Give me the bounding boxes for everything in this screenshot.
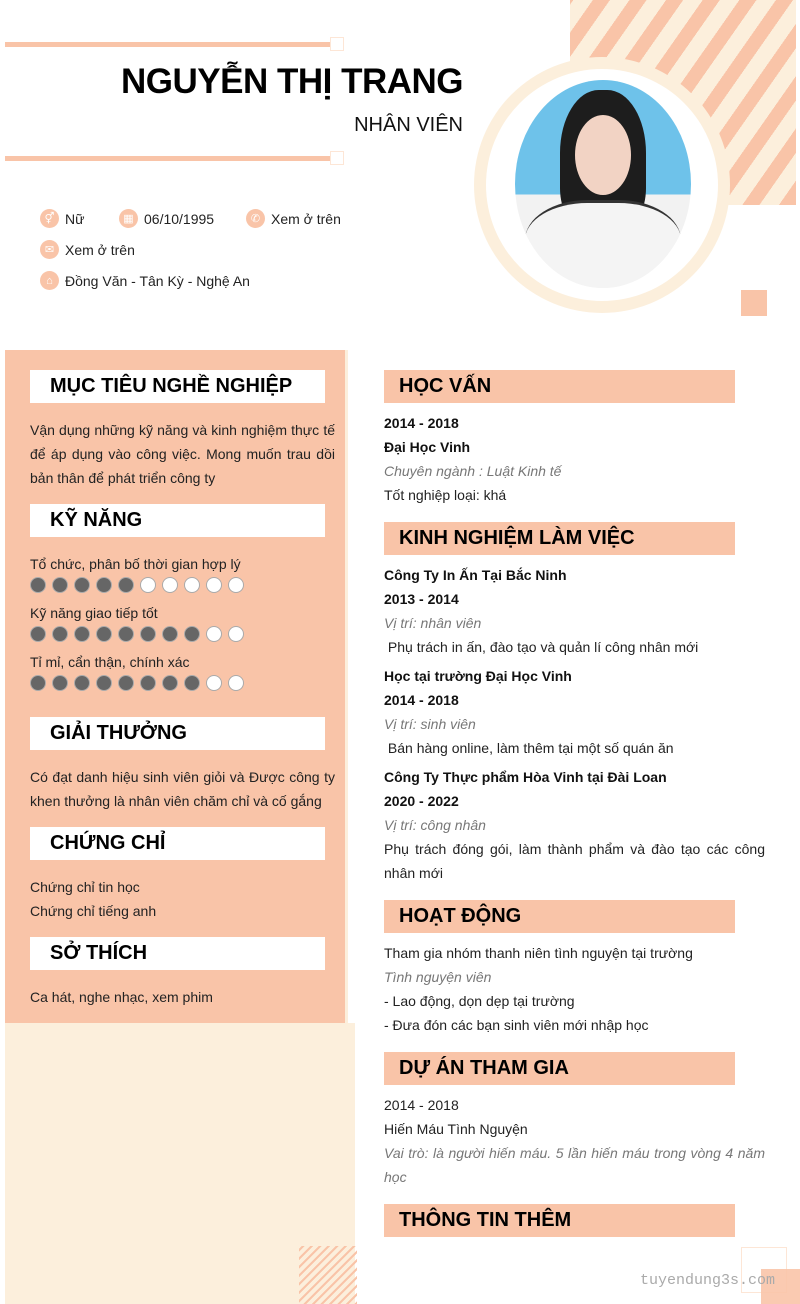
photo-face xyxy=(575,115,631,195)
rating-dot-empty xyxy=(206,675,222,691)
company: Công Ty In Ấn Tại Bắc Ninh xyxy=(384,567,567,583)
certs-list xyxy=(30,875,156,923)
projects-section xyxy=(384,1093,765,1189)
rating-dot-filled xyxy=(162,675,178,691)
home-icon: ⌂ xyxy=(40,271,59,290)
gender-icon: ⚥ xyxy=(40,209,59,228)
certs-heading: CHỨNG CHỈ xyxy=(30,827,325,860)
experience-section xyxy=(384,563,765,885)
awards-heading: GIẢI THƯỞNG xyxy=(30,717,325,750)
description: Phụ trách đóng gói, làm thành phẩm và đào tạo các công nhân mới xyxy=(384,841,765,881)
education-school: Đại Học Vinh xyxy=(384,439,471,455)
calendar-icon: ▦ xyxy=(119,209,138,228)
rating-dot-filled xyxy=(52,577,68,593)
rating-dot-empty xyxy=(206,626,222,642)
years: 2014 - 2018 xyxy=(384,692,459,708)
hatch-decoration xyxy=(299,1246,357,1304)
rating-dot-empty xyxy=(162,577,178,593)
rating-dot-filled xyxy=(74,577,90,593)
gender-value: Nữ xyxy=(65,210,85,227)
experience-heading: KINH NGHIỆM LÀM VIỆC xyxy=(384,522,735,555)
experience-item xyxy=(384,563,765,659)
activity-role: Tình nguyện viên xyxy=(384,969,492,985)
company: Công Ty Thực phẩm Hòa Vinh tại Đài Loan xyxy=(384,769,667,785)
gender-info xyxy=(40,209,84,228)
years: 2020 - 2022 xyxy=(384,793,459,809)
skill-label: Kỹ năng giao tiếp tốt xyxy=(30,605,158,621)
hobbies-text: Ca hát, nghe nhạc, xem phim xyxy=(30,989,213,1005)
education-years: 2014 - 2018 xyxy=(384,415,459,431)
awards-text: Có đạt danh hiệu sinh viên giỏi và Được công ty khen thưởng là nhân viên chăm chỉ và cố gắng xyxy=(30,769,335,809)
phone-info xyxy=(246,209,341,228)
profile-photo xyxy=(515,80,691,288)
rating-dot-filled xyxy=(96,577,112,593)
company: Học tại trường Đại Học Vinh xyxy=(384,668,572,684)
activity-item: - Đưa đón các bạn sinh viên mới nhập học xyxy=(384,1017,649,1033)
hobbies-heading: SỞ THÍCH xyxy=(30,937,325,970)
divider-end xyxy=(330,151,344,165)
rating-dot-filled xyxy=(74,675,90,691)
description: Bán hàng online, làm thêm tại một số quán ăn xyxy=(384,740,674,756)
projects-heading: DỰ ÁN THAM GIA xyxy=(384,1052,735,1085)
skill-rating xyxy=(30,675,244,691)
education-section xyxy=(384,411,765,507)
rating-dot-filled xyxy=(184,626,200,642)
rating-dot-filled xyxy=(74,626,90,642)
rating-dot-filled xyxy=(140,675,156,691)
experience-item xyxy=(384,765,765,885)
years: 2013 - 2014 xyxy=(384,591,459,607)
activities-heading: HOẠT ĐỘNG xyxy=(384,900,735,933)
rating-dot-empty xyxy=(206,577,222,593)
rating-dot-filled xyxy=(96,675,112,691)
watermark: tuyendung3s.com xyxy=(640,1272,776,1289)
education-grade: Tốt nghiệp loại: khá xyxy=(384,487,507,503)
rating-dot-filled xyxy=(162,626,178,642)
birthday-info xyxy=(119,209,214,228)
rating-dot-filled xyxy=(96,626,112,642)
skill-rating xyxy=(30,626,244,642)
phone-icon: ✆ xyxy=(246,209,265,228)
job-title: NHÂN VIÊN xyxy=(354,114,463,136)
rating-dot-filled xyxy=(118,675,134,691)
education-heading: HỌC VẤN xyxy=(384,370,735,403)
rating-dot-empty xyxy=(228,577,244,593)
rating-dot-empty xyxy=(228,626,244,642)
rating-dot-empty xyxy=(228,675,244,691)
skills-list xyxy=(30,552,244,699)
rating-dot-empty xyxy=(140,577,156,593)
skill-label: Tổ chức, phân bố thời gian hợp lý xyxy=(30,556,241,572)
extra-heading: THÔNG TIN THÊM xyxy=(384,1204,735,1237)
rating-dot-empty xyxy=(184,577,200,593)
project-years: 2014 - 2018 xyxy=(384,1097,459,1113)
objective-heading: MỤC TIÊU NGHỀ NGHIỆP xyxy=(30,370,325,403)
birthday-value: 06/10/1995 xyxy=(144,210,215,227)
divider-bottom xyxy=(5,156,330,161)
photo-shirt xyxy=(525,200,681,288)
experience-item xyxy=(384,664,765,760)
rating-dot-filled xyxy=(184,675,200,691)
email-info xyxy=(40,240,135,259)
rating-dot-filled xyxy=(30,577,46,593)
project-role: Vai trò: là người hiến máu. 5 lần hiến máu trong vòng 4 năm học xyxy=(384,1145,765,1185)
position: Vị trí: nhân viên xyxy=(384,615,482,631)
divider-top xyxy=(5,42,330,47)
cert-item: Chứng chỉ tiếng anh xyxy=(30,903,157,919)
activity-item: - Lao động, dọn dẹp tại trường xyxy=(384,993,575,1009)
activity-org: Tham gia nhóm thanh niên tình nguyện tại trường xyxy=(384,945,693,961)
skill-item xyxy=(30,552,244,593)
email-value: Xem ở trên xyxy=(65,241,135,258)
address-value: Đồng Văn - Tân Kỳ - Nghệ An xyxy=(65,272,250,289)
phone-value: Xem ở trên xyxy=(271,210,341,227)
address-info xyxy=(40,271,250,290)
skill-label: Tỉ mỉ, cẩn thận, chính xác xyxy=(30,654,190,670)
project-name: Hiến Máu Tình Nguyện xyxy=(384,1121,528,1137)
skill-item xyxy=(30,650,244,691)
activities-section xyxy=(384,941,765,1037)
rating-dot-filled xyxy=(118,577,134,593)
rating-dot-filled xyxy=(52,626,68,642)
rating-dot-filled xyxy=(140,626,156,642)
skill-rating xyxy=(30,577,244,593)
divider-end xyxy=(330,37,344,51)
rating-dot-filled xyxy=(30,626,46,642)
position: Vị trí: sinh viên xyxy=(384,716,476,732)
candidate-name: NGUYỄN THỊ TRANG xyxy=(121,62,463,101)
left-column-edge xyxy=(345,350,348,1023)
email-icon: ✉ xyxy=(40,240,59,259)
rating-dot-filled xyxy=(118,626,134,642)
objective-text: Vận dụng những kỹ năng và kinh nghiệm thực tế để áp dụng vào công việc. Mong muốn trau dồi bản thân để phát triển công ty xyxy=(30,422,335,486)
education-major: Chuyên ngành : Luật Kinh tế xyxy=(384,463,562,479)
position: Vị trí: công nhân xyxy=(384,817,486,833)
rating-dot-filled xyxy=(30,675,46,691)
cert-item: Chứng chỉ tin học xyxy=(30,879,140,895)
square-decoration xyxy=(741,290,767,316)
skills-heading: KỸ NĂNG xyxy=(30,504,325,537)
skill-item xyxy=(30,601,244,642)
description: Phụ trách in ấn, đào tạo và quản lí công nhân mới xyxy=(384,639,699,655)
rating-dot-filled xyxy=(52,675,68,691)
